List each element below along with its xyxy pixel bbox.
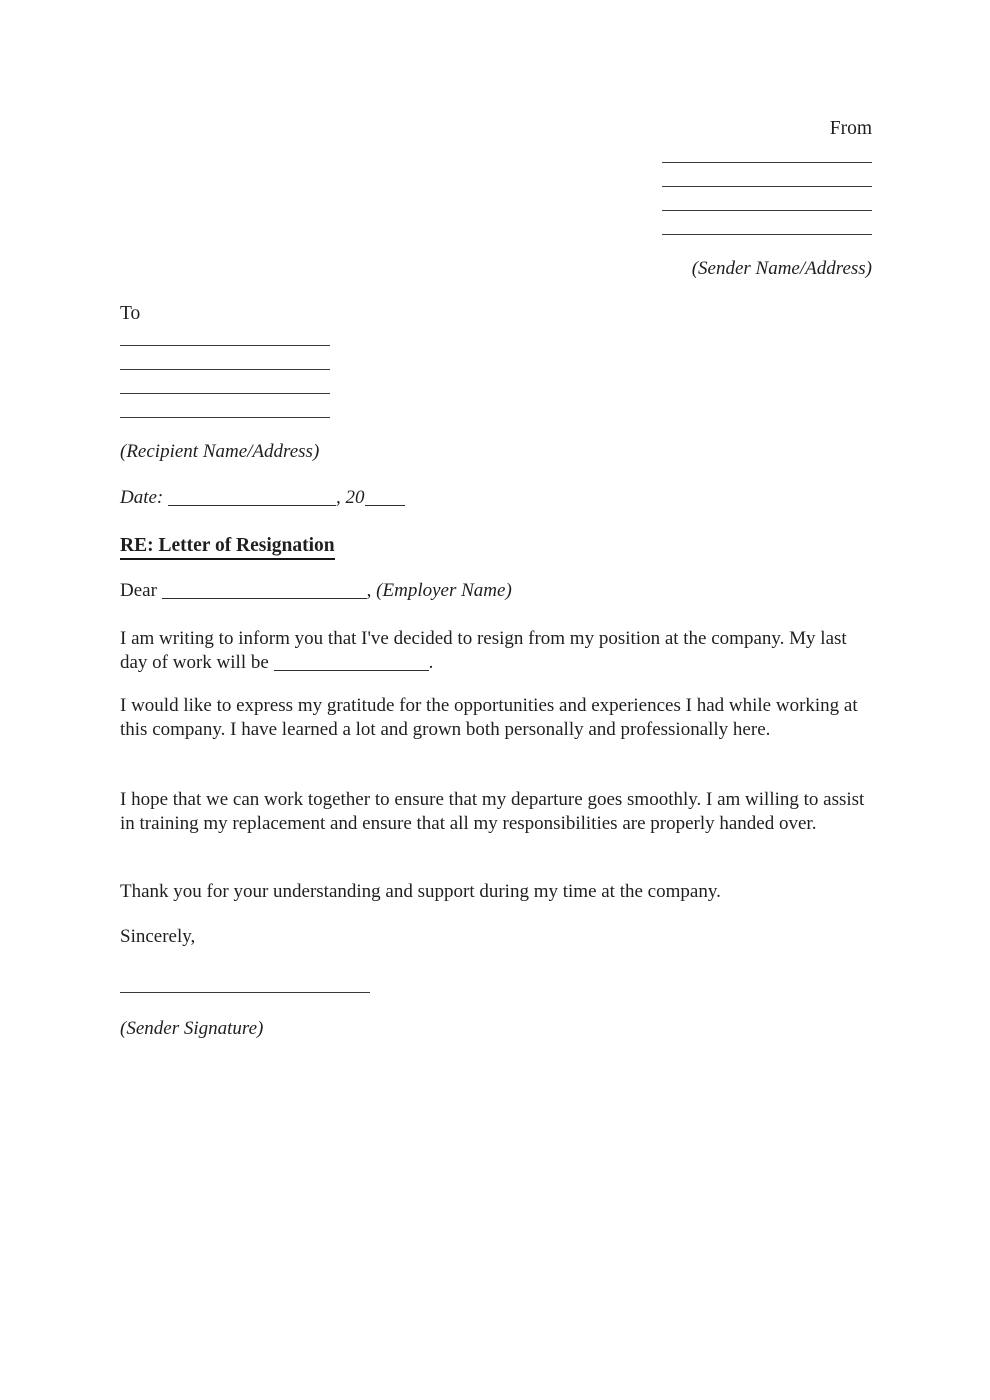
date-label: Date:: [120, 487, 164, 508]
salutation-prefix: Dear: [120, 580, 157, 601]
subject-text: RE: Letter of Resignation: [120, 535, 335, 560]
blank-line: [120, 346, 330, 370]
paragraph-resignation-period: .: [428, 651, 434, 673]
signature-line-wrap: [120, 969, 872, 993]
to-label: To: [120, 303, 141, 324]
last-day-blank-field: [274, 670, 429, 671]
date-year-prefix: , 20: [336, 487, 365, 508]
paragraph-thanks: Thank you for your understanding and support during my time at the company.: [120, 881, 721, 902]
from-label: From: [829, 118, 872, 139]
signature-caption: (Sender Signature): [120, 1018, 264, 1039]
recipient-caption: (Recipient Name/Address): [120, 441, 320, 462]
paragraph-transition: I hope that we can work together to ensure that my departure goes smoothly. I am willing to assist in training my replacement and ensure that all my responsibilities are properly handed over.: [120, 789, 865, 834]
paragraph-resignation: [120, 627, 872, 674]
blank-line: [120, 370, 330, 394]
sender-address-lines: [120, 139, 872, 235]
signature-blank-line: [120, 969, 370, 993]
blank-line: [662, 139, 872, 163]
salutation-line: [120, 580, 872, 602]
blank-line: [662, 163, 872, 187]
blank-line: [120, 394, 330, 418]
salutation-blank-field: [162, 598, 367, 599]
blank-line: [120, 322, 330, 346]
employer-name-caption: (Employer Name): [376, 580, 512, 601]
year-blank-field: [365, 505, 405, 506]
recipient-address-lines: [120, 322, 872, 418]
blank-line: [662, 187, 872, 211]
salutation-comma: ,: [366, 580, 372, 601]
closing-line: Sincerely,: [120, 926, 196, 947]
sender-caption: (Sender Name/Address): [691, 258, 872, 279]
date-line: [120, 487, 872, 509]
sender-block: [120, 118, 872, 140]
blank-line: [662, 211, 872, 235]
subject-line: [120, 535, 872, 560]
date-blank-field: [168, 505, 336, 506]
paragraph-resignation-text: I am writing to inform you that I've decided to resign from my position at the company. My last day of work will be: [120, 628, 847, 673]
paragraph-gratitude: I would like to express my gratitude for the opportunities and experiences I had while working at this company. I have learned a lot and grown both personally and professionally here.: [120, 695, 858, 740]
